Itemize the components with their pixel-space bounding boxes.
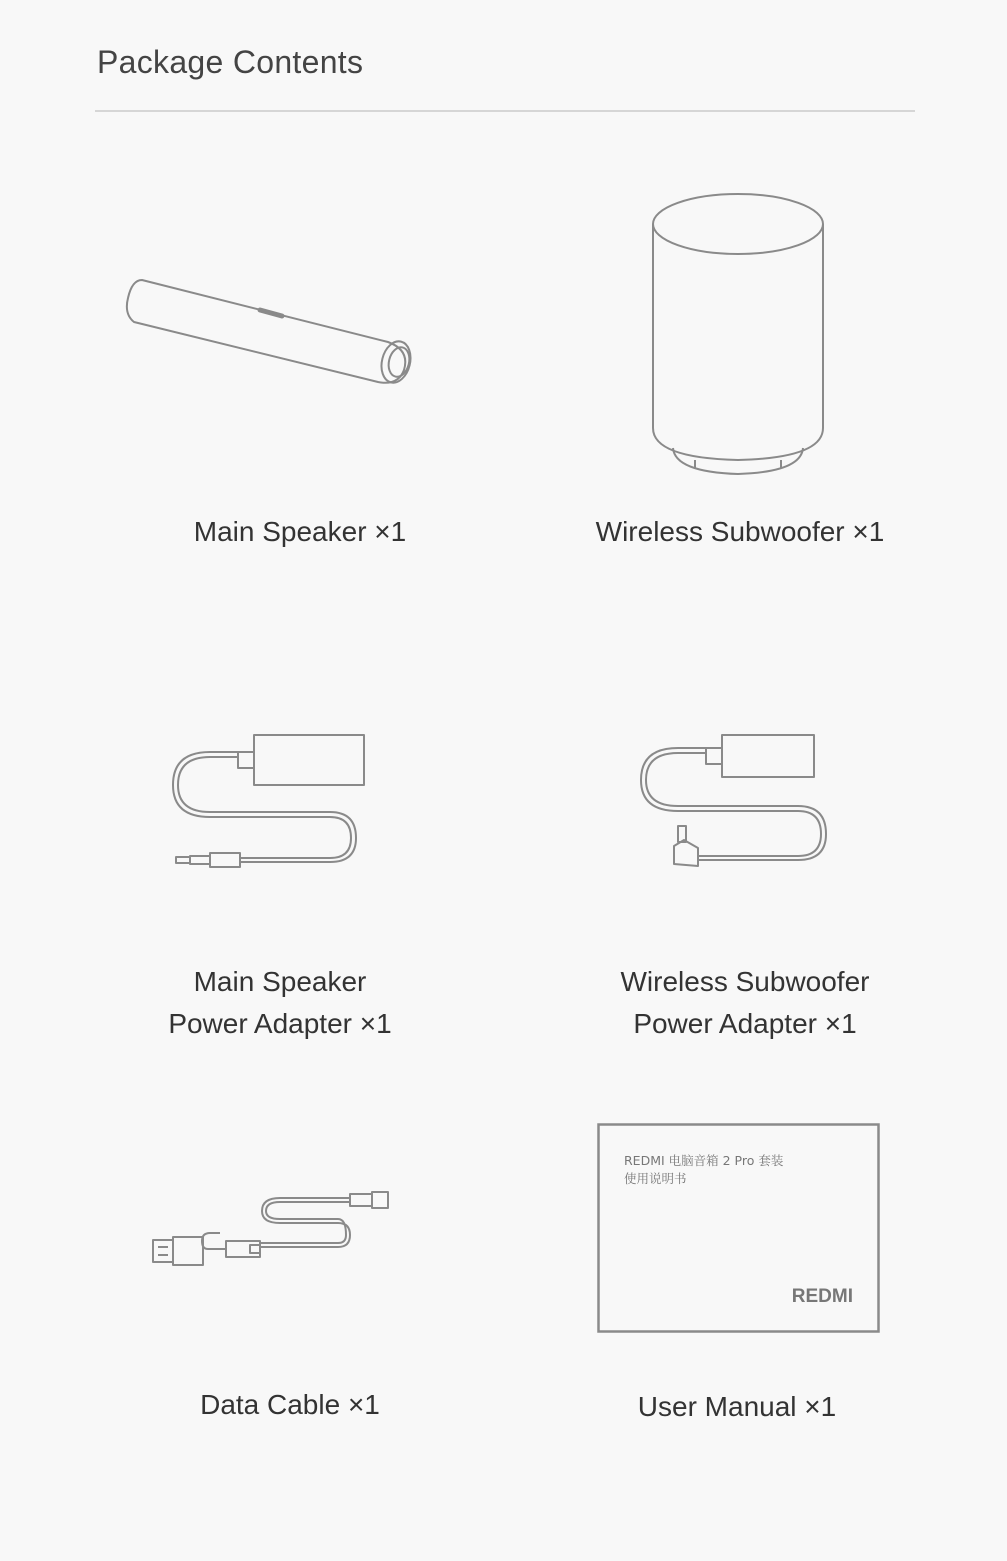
item-label-data-cable: Data Cable ×1	[200, 1389, 380, 1420]
manual-cover-subtitle: 使用说明书	[624, 1171, 687, 1186]
manual-cover-title: REDMI 电脑音箱 2 Pro 套装	[624, 1153, 784, 1168]
wireless-subwoofer-icon	[645, 190, 835, 480]
user-manual-icon	[597, 1123, 881, 1335]
main-speaker-icon	[120, 270, 420, 400]
item-label-main-speaker-power-adapter: Main Speaker Power Adapter ×1	[168, 966, 392, 1039]
title-divider	[95, 110, 915, 112]
data-cable-icon	[150, 1185, 395, 1275]
item-label-wireless-subwoofer: Wireless Subwoofer ×1	[595, 516, 885, 547]
page-title: Package Contents	[97, 44, 364, 80]
main-speaker-power-adapter-icon	[170, 730, 370, 875]
subwoofer-power-adapter-icon	[638, 730, 838, 875]
manual-brand-logo: REDMI	[791, 1286, 853, 1307]
item-label-subwoofer-power-adapter: Wireless Subwoofer Power Adapter ×1	[620, 966, 870, 1039]
item-label-user-manual: User Manual ×1	[637, 1391, 837, 1422]
item-label-main-speaker: Main Speaker ×1	[193, 516, 407, 547]
